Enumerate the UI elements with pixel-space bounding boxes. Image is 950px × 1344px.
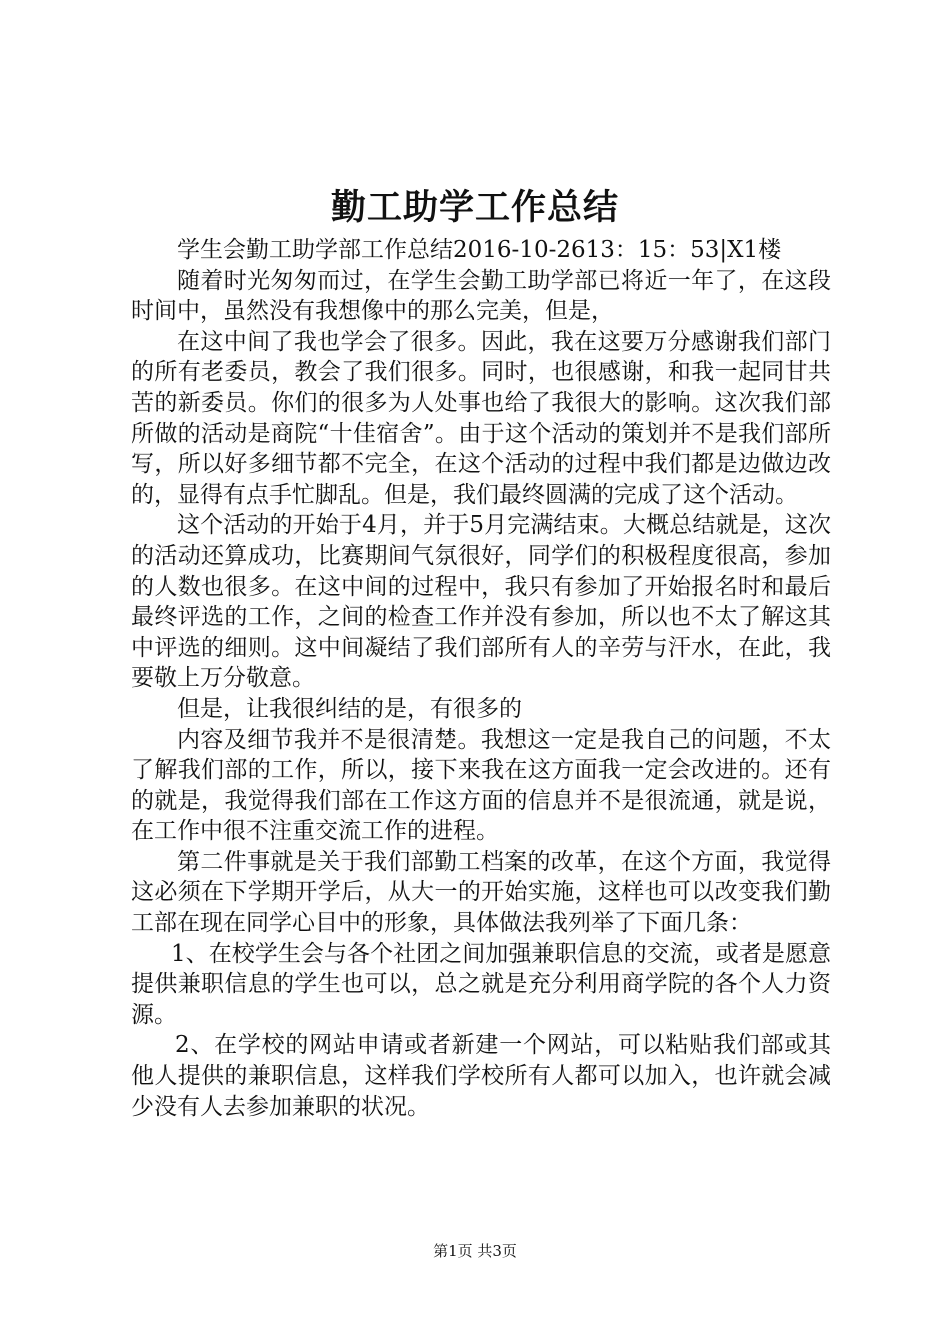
list-item-2: 2、在学校的网站申请或者新建一个网站，可以粘贴我们部或其他人提供的兼职信息，这样我们学校所有人都可以加入，也许就会减少没有人去参加兼职的状况。: [131, 1032, 831, 1120]
paragraph-thanks: 在这中间了我也学会了很多。因此，我在这要万分感谢我们部门的所有老委员，教会了我们很多。同时，也很感谢，和我一起同甘共苦的新委员。你们的很多为人处事也给了我很大的影响。这次我们部所做的活动是商院“十佳宿舍”。由于这个活动的策划并不是我们部所写，所以好多细节都不完全，在这个活动的过程中我们都是边做边改的，显得有点手忙脚乱。但是，我们最终圆满的完成了这个活动。: [131, 328, 831, 508]
paragraph-second-matter: 第二件事就是关于我们部勤工档案的改革，在这个方面，我觉得这必须在下学期开学后，从大一的开始实施，这样也可以改变我们勤工部在现在同学心目中的形象，具体做法我列举了下面几条：: [131, 848, 831, 937]
paragraph-however: 但是，让我很纠结的是，有很多的: [177, 695, 522, 722]
paragraph-details: 内容及细节我并不是很清楚。我想这一定是我自己的问题，不太了解我们部的工作，所以，接下来我在这方面我一定会改进的。还有的就是，我觉得我们部在工作这方面的信息并不是很流通，就是说，在工作中很不注重交流工作的进程。: [131, 726, 831, 845]
list-item-1: 1、在校学生会与各个社团之间加强兼职信息的交流，或者是愿意提供兼职信息的学生也可以，总之就是充分利用商学院的各个人力资源。: [131, 940, 831, 1028]
paragraph-header-line: 学生会勤工助学部工作总结2016-10-2613：15：53|X1楼: [177, 237, 782, 263]
document-title: 勤工助学工作总结: [330, 188, 619, 228]
page-number-footer: 第1页 共3页: [433, 1242, 517, 1260]
document-body: [131, 235, 831, 1122]
paragraph-intro: 随着时光匆匆而过，在学生会勤工助学部已将近一年了，在这段时间中，虽然没有我想像中的那么完美，但是，: [131, 267, 831, 325]
paragraph-activity: 这个活动的开始于4月，并于5月完满结束。大概总结就是，这次的活动还算成功，比赛期间气氛很好，同学们的积极程度很高，参加的人数也很多。在这中间的过程中，我只有参加了开始报名时和最后最终评选的工作，之间的检查工作并没有参加，所以也不太了解这其中评选的细则。这中间凝结了我们部所有人的辛劳与汗水，在此，我要敬上万分敬意。: [131, 512, 831, 692]
